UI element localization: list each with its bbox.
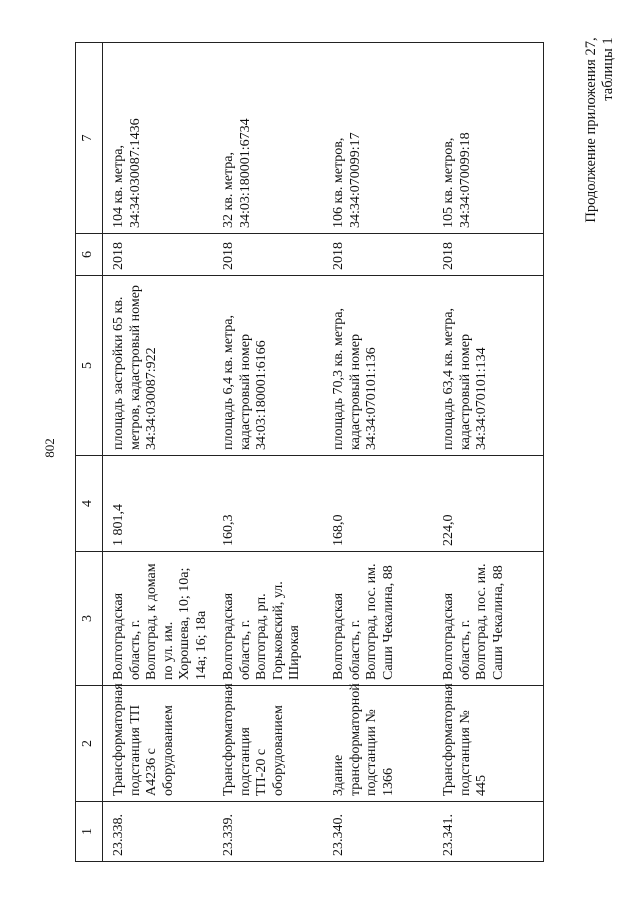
table-header-row [76,43,103,862]
object-value: 1 801,4 [103,456,214,552]
land-area: 104 кв. метра, 34:34:030087:1436 [103,43,214,234]
row-number: 23.338. [103,802,214,862]
land-area: 106 кв. метров, 34:34:070099:17 [323,43,433,234]
object-year: 2018 [323,234,433,276]
object-name: Трансформаторная подстанция № 445 [433,686,544,802]
object-year: 2018 [433,234,544,276]
continuation-title-line1: Продолжение приложения 27, [583,37,599,223]
row-number: 23.340. [323,802,433,862]
object-description: площадь 70,3 кв. метра, кадастровый номер 34:34:070101:136 [323,276,433,456]
table-row [433,43,544,862]
land-area: 105 кв. метров, 34:34:070099:18 [433,43,544,234]
column-header: 7 [76,43,103,234]
column-header: 3 [76,552,103,686]
property-table [75,42,544,862]
table-row [323,43,433,862]
table-row [213,43,323,862]
row-number: 23.339. [213,802,323,862]
rotated-table-container [75,42,565,862]
page-number: 802 [41,438,57,458]
object-address: Волгоградская область, г. Волгоград, пос. им. Саши Чекалина, 88 [433,552,544,686]
object-description: площадь 6,4 кв. метра, кадастровый номер 34:03:180001:6166 [213,276,323,456]
object-value: 168,0 [323,456,433,552]
table-row [103,43,214,862]
object-description: площадь застройки 65 кв. метров, кадастровый номер 34:34:030087:922 [103,276,214,456]
column-header: 5 [76,276,103,456]
land-area: 32 кв. метра, 34:03:180001:6734 [213,43,323,234]
object-name: Здание трансформаторной подстанции № 1366 [323,686,433,802]
continuation-title-line2: таблицы 1 [600,37,616,101]
object-name: Трансформаторная подстанция ТП-20 с оборудованием [213,686,323,802]
row-number: 23.341. [433,802,544,862]
object-name: Трансформаторная подстанция ТП А4236 с оборудованием [103,686,214,802]
object-description: площадь 63,4 кв. метра, кадастровый номер 34:34:070101:134 [433,276,544,456]
object-address: Волгоградская область, г. Волгоград, пос. им. Саши Чекалина, 88 [323,552,433,686]
column-header: 4 [76,456,103,552]
object-value: 224,0 [433,456,544,552]
object-value: 160,3 [213,456,323,552]
object-address: Волгоградская область, г. Волгоград, к домам по ул. им. Хорошева, 10; 10а; 14а; 16; 18а [103,552,214,686]
object-year: 2018 [213,234,323,276]
column-header: 6 [76,234,103,276]
object-year: 2018 [103,234,214,276]
object-address: Волгоградская область, г. Волгоград, рп. Горьковский, ул. Широкая [213,552,323,686]
continuation-title [583,37,617,222]
column-header: 1 [76,802,103,862]
column-header: 2 [76,686,103,802]
